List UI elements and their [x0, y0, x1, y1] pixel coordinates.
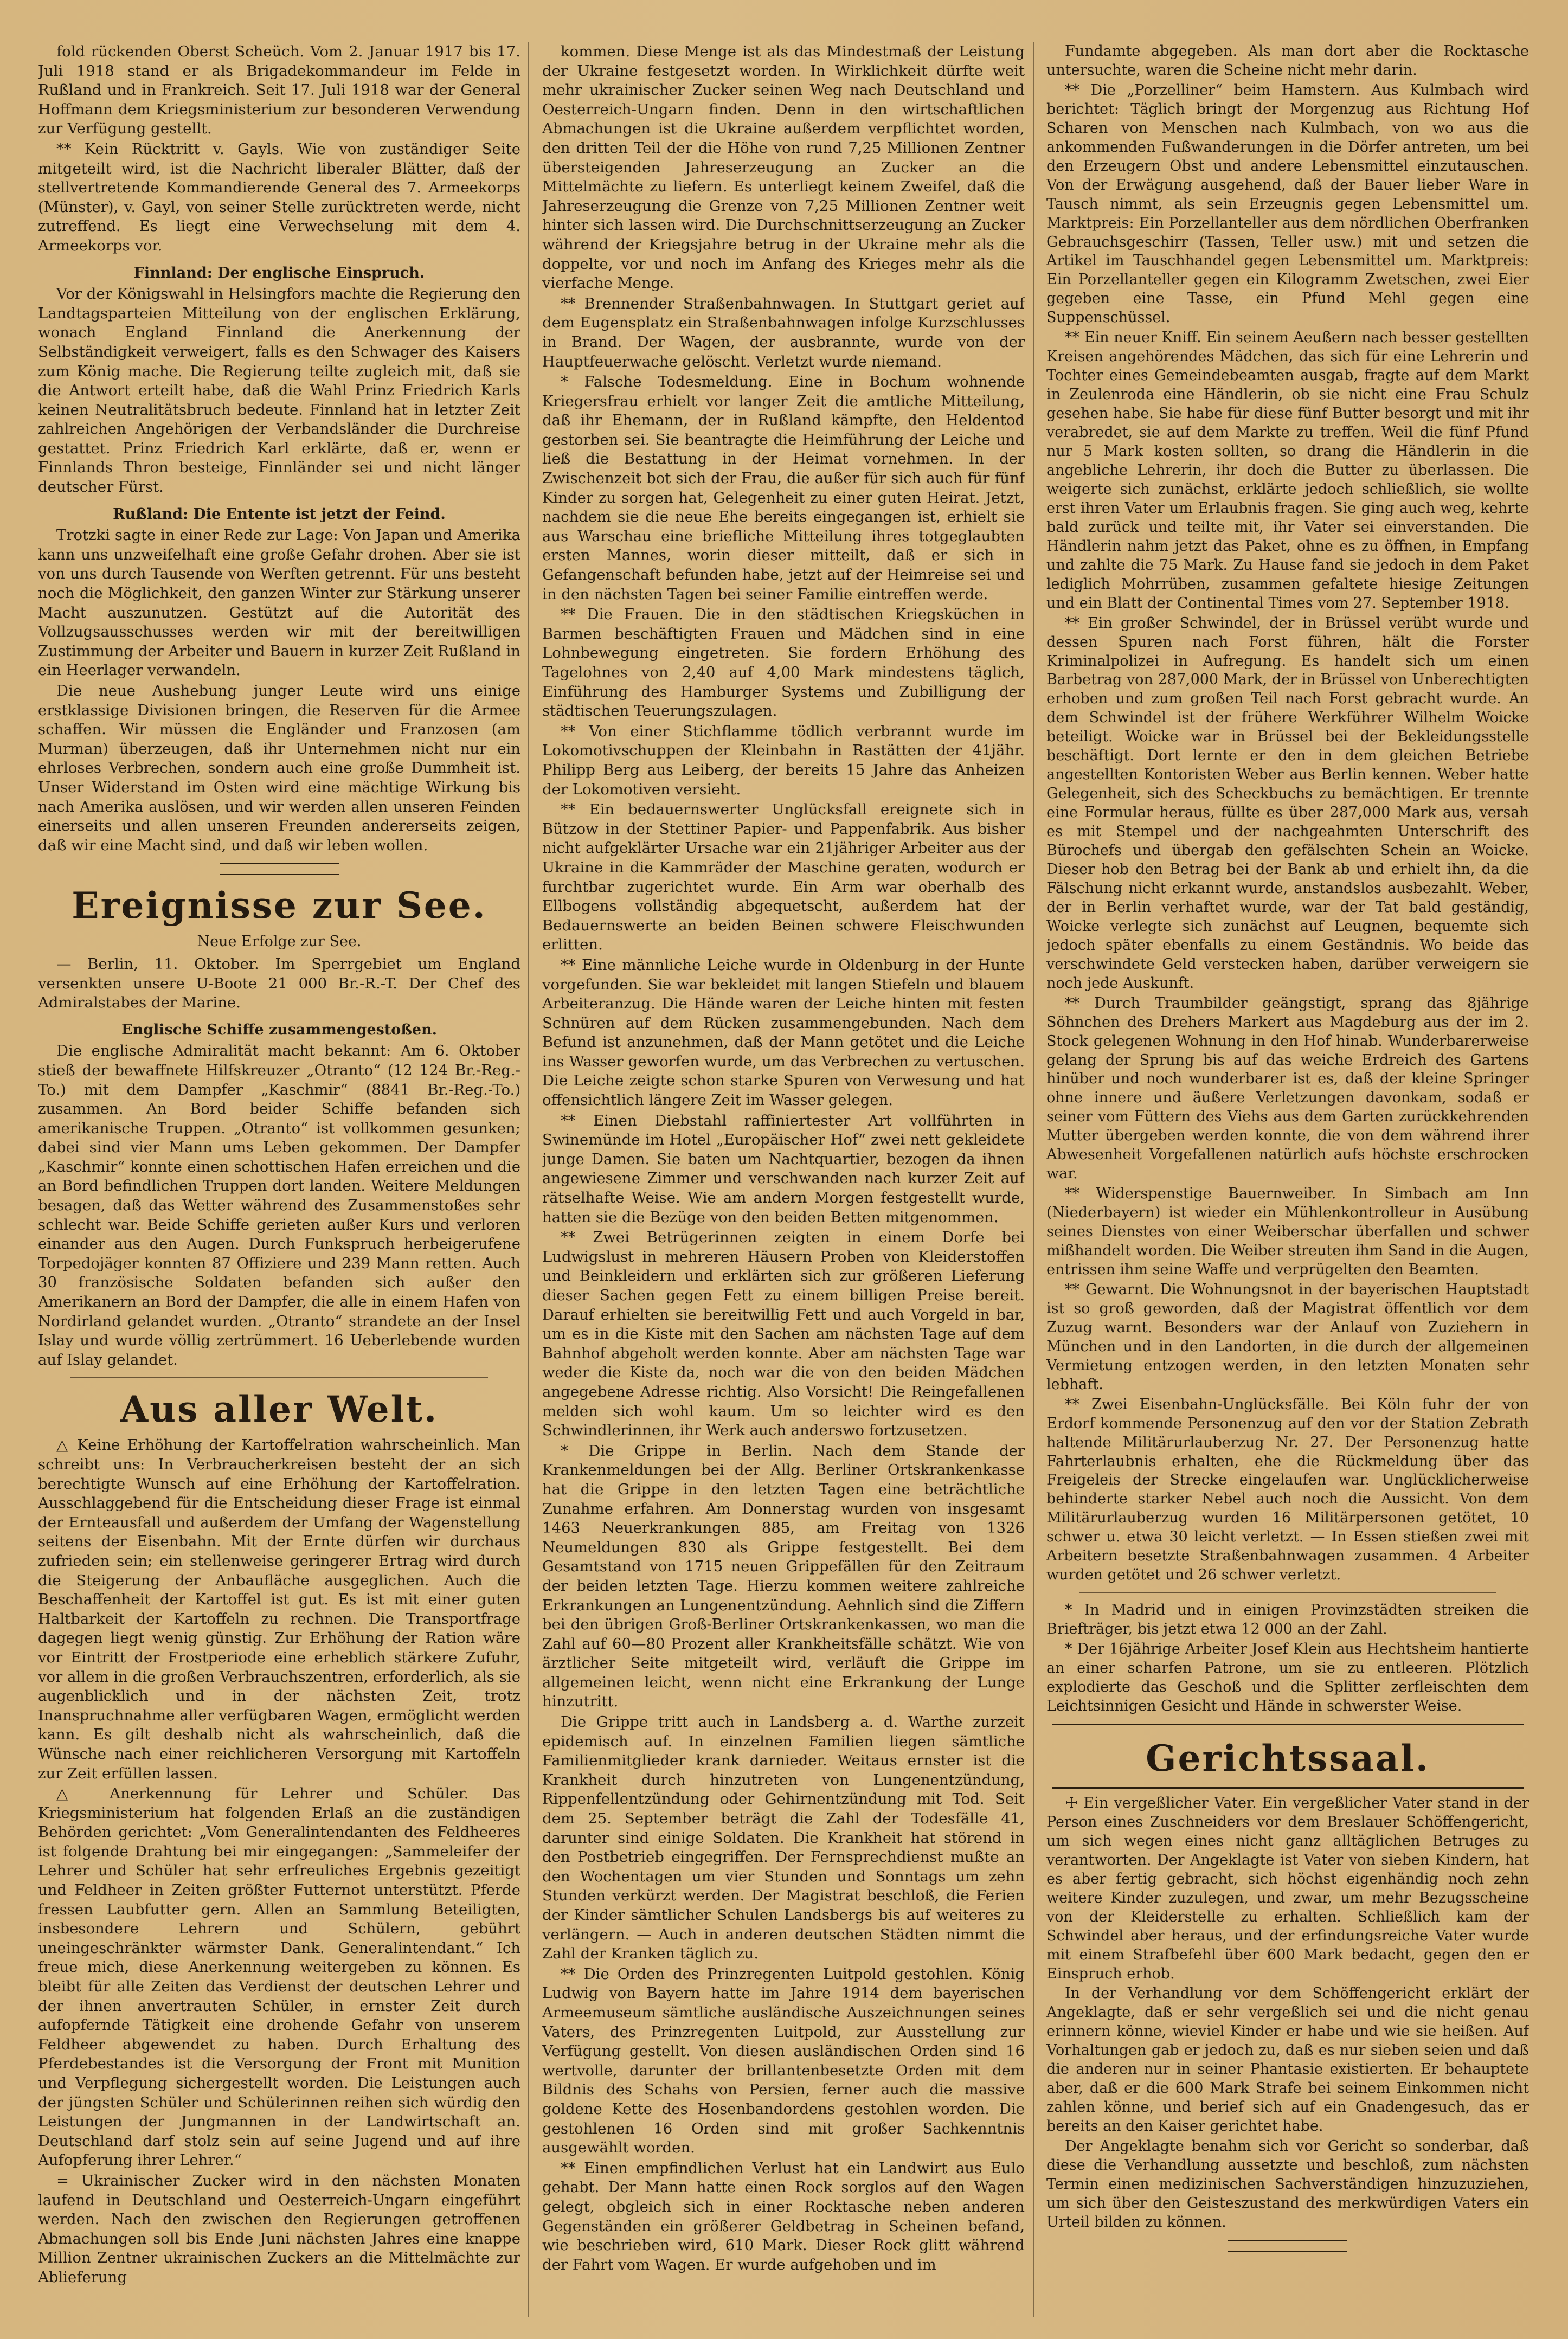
- article-text: ** Brennender Straßenbahnwagen. In Stuttgart geriet auf dem Eugensplatz ein Straßenbahnwagen infolge Kurzschlusses in Brand. Der Wagen, der ausbrannte, wurde von der Hauptfeuerwache gelöscht. Verletzt wurde niemand.: [542, 294, 1025, 370]
- section-heading-frame: [1052, 1724, 1524, 1789]
- article-text: ** Ein großer Schwindel, der in Brüssel verübt wurde und dessen Spuren nach Forst führen, hält die Forster Kriminalpolizei in Aufregung. Es handelt sich um einen Barbetrag von 287,000 Mark, der in Brüssel von Unberechtigten erhoben und zum großen Teil nach Forst gebracht wurde. An dem Schwindel ist der frühere Werkführer Wilhelm Woicke beteiligt. Woicke war in Brüssel bei der Bekleidungsstelle beschäftigt. Dort lernte er den in dem gleichen Betriebe angestellten Kontoristen Weber aus Berlin kennen. Weber hatte Gelegenheit, sich des Scheckbuchs zu bemächtigen. Er trennte eine Formular heraus, füllte es über 287,000 Mark aus, versah es mit Stempel und der nachgeahmten Unterschrift des Bürochefs und übergab den gefälschten Schein an Woicke. Dieser hob den Betrag bei der Bank ab und erhielt ihn, da die Fälschung nicht erkannt wurde, anstandslos ausbezahlt. Weber, der in Berlin verhaftet wurde, war der Tat bald geständig, Woicke verlegte sich zunächst auf Leugnen, bequemte sich jedoch später ebenfalls zu einem Geständnis. Wo beide das verschwindete Geld verstecken haben, darüber verweigern sie noch jede Auskunft.: [1046, 614, 1529, 992]
- section-heading: Gerichtssaal.: [1146, 1737, 1430, 1779]
- article-text: In der Verhandlung vor dem Schöffengericht erklärt der Angeklagte, daß er sehr vergeßlich sei und die nicht genau erinnern könne, wieviel Kinder er habe und wie sie heißen. Auf Vorhaltungen gab er jedoch zu, daß es nur sieben seien und daß die anderen nur in seiner Phantasie existierten. Er behauptete aber, daß er die 600 Mark Strafe bei seinem Einkommen nicht zahlen könne, und berief sich auf ein Gnadengesuch, das er bereits an den Kaiser gerichtet habe.: [1046, 1985, 1529, 2135]
- section-subheading: Rußland: Die Entente ist jetzt der Feind.: [113, 505, 446, 523]
- article-text: Fundamte abgegeben. Als man dort aber die Rocktasche untersuchte, waren die Scheine nicht mehr darin.: [1046, 43, 1529, 79]
- article-text: Die englische Admiralität macht bekannt: Am 6. Oktober stieß der bewaffnete Hilfskreuzer „Otranto“ (12 124 Br.-Reg.-To.) mit dem Dampfer „Kaschmir“ (8841 Br.-Reg.-To.) zusammen. An Bord beider Schiffe befanden sich amerikanische Truppen. „Otranto“ ist vollkommen gesunken; dabei sind vier Mann ums Leben gekommen. Der Dampfer „Kaschmir“ konnte einen schottischen Hafen erreichen und die an Bord befindlichen Truppen dort landen. Weitere Meldungen besagen, daß das Wetter während des Zusammenstoßes sehr schlecht war. Beide Schiffe gerieten außer Kurs und verloren einander aus den Augen. Durch Funkspruch herbeigerufene Torpedojäger konnten 87 Offiziere und 239 Mann retten. Auch 30 französische Soldaten befanden sich außer den Amerikanern an Bord der Dampfer, die alle in einem Hafen von Nordirland gelandet wurden. „Otranto“ strandete an der Insel Islay und wurde völlig zertrümmert. 16 Ueberlebende wurden auf Islay gelandet.: [38, 1042, 520, 1368]
- article-text: Trotzki sagte in einer Rede zur Lage: Von Japan und Amerika kann uns unzweifelhaft eine große Gefahr drohen. Aber sie ist von uns durch Tausende von Werften getrennt. Für uns besteht noch die Möglichkeit, den ganzen Winter zur Stärkung unserer Macht auszunutzen. Gestützt auf die Autorität des Vollzugsausschusses werden wir mit der bereitwilligen Zustimmung der Arbeiter und Bauern in kurzer Zeit Rußland in ein Heerlager verwandeln.: [38, 526, 520, 679]
- section-subheading: Finnland: Der englische Einspruch.: [133, 264, 425, 281]
- column-2: [542, 42, 1025, 2317]
- article-text: ** Ein neuer Kniff. Ein seinem Aeußern nach besser gestellten Kreisen angehörendes Mädchen, das sich für eine Lehrerin und Tochter eines Gemeindebeamten ausgab, fragte auf dem Markt in Zeulenroda eine Händlerin, ob sie nicht eine Frau Schulz gesehen habe. Sie habe für diese fünf Butter besorgt und mit ihr verabredet, sie auf dem Markte zu treffen. Weil die fünf Pfund nur 5 Mark kosten sollten, so drang die Händlerin in die angebliche Lehrerin, ihr doch die Butter zu überlassen. Die weigerte sich zunächst, erklärte jedoch schließlich, sie wollte erst ihren Vater um Erlaubnis fragen. Sie ging auch weg, kehrte bald zurück und teilte mit, ihr Vater sei einverstanden. Die Händlerin nahm jetzt das Paket, ohne es zu öffnen, in Empfang und zahlte die 75 Mark. Zu Hause fand sie jedoch in dem Paket lediglich Mohrrüben, zusammen gefaltete hiesige Zeitungen und ein Blatt der Continental Times vom 27. September 1918.: [1046, 329, 1529, 612]
- article-text: ** Einen Diebstahl raffiniertester Art vollführten in Swinemünde im Hotel „Europäischer Hof“ zwei nett gekleidete junge Damen. Sie baten um Nachtquartier, bezogen da ihnen angewiesene Zimmer und verschwanden nach kurzer Zeit auf rätselhafte Weise. Wie am andern Morgen festgestellt wurde, hatten sie die Bezüge von den beiden Betten mitgenommen.: [542, 1111, 1025, 1226]
- divider-line: [1079, 1592, 1496, 1593]
- section-subheading: Neue Erfolge zur See.: [197, 933, 362, 950]
- article-text: ** Widerspenstige Bauernweiber. In Simbach am Inn (Niederbayern) ist wieder ein Mühlenkontrolleur in Ausübung seines Dienstes von einer Weiberschar überfallen und schwer mißhandelt worden. Die Weiber streuten ihm Sand in die Augen, entrissen ihm seine Waffe und verprügelten den Beamten.: [1046, 1185, 1529, 1278]
- section-heading: Ereignisse zur See.: [72, 884, 487, 927]
- article-text: * Der 16jährige Arbeiter Josef Klein aus Hechtsheim hantierte an einer scharfen Patrone, um sie zu entleeren. Plötzlich explodierte das Geschoß und die Splitter zerfleischten dem Leichtsinnigen Gesicht und Hände in schwerster Weise.: [1046, 1641, 1529, 1714]
- article-text: ** Einen empfindlichen Verlust hat ein Landwirt aus Eulo gehabt. Der Mann hatte einen Rock sorglos auf den Wagen gelegt, obgleich sich in einer Rocktasche neben anderen Gegenständen ein größerer Geldbetrag in Scheinen befand, wie beschrieben wird, 610 Mark. Dieser Rock glitt während der Fahrt vom Wagen. Er wurde aufgehoben und im: [542, 2159, 1025, 2273]
- article-text: Der Angeklagte benahm sich vor Gericht so sonderbar, daß diese die Verhandlung aussetzte und beschloß, zum nächsten Termin einen medizinischen Sachverständigen hinzuzuziehen, um sich über den Geisteszustand des merkwürdigen Vaters ein Urteil bilden zu können.: [1046, 2138, 1529, 2231]
- article-text: Vor der Königswahl in Helsingfors machte die Regierung den Landtagsparteien Mitteilung von der englischen Erklärung, wonach England Finnland die Anerkennung der Selbständigkeit verweigert, falls es den Schwager des Kaisers zum König mache. Die Regierung teilte zugleich mit, daß sie die Antwort erteilt habe, daß die Wahl Prinz Friedrich Karls keinen Neutralitätsbruch bedeute. Finnland hat in letzter Zeit zahlreichen Angehörigen der Verbandsländer die Durchreise gestattet. Prinz Friedrich Karl erklärte, daß er, wenn er Finnlands Thron besteige, Finnländer sei und nicht länger deutscher Fürst.: [38, 285, 520, 496]
- section-heading: Aus aller Welt.: [120, 1388, 439, 1431]
- article-text: Die Grippe tritt auch in Landsberg a. d. Warthe zurzeit epidemisch auf. In einzelnen Familien liegen sämtliche Familienmitglieder krank darnieder. Weitaus ernster ist die Krankheit durch hinzutreten von Lungenentzündung, Rippenfellentzündung oder Gehirnentzündung mit Tod. Seit dem 25. September beträgt die Zahl der Todesfälle 41, darunter sind einige Soldaten. Die Krankheit hat störend in den Postbetrieb eingegriffen. Der Fernsprechdienst mußte an den Wochentagen um vier Stunden und Sonntags um zehn Stunden verkürzt werden. Der Magistrat beschloß, die Ferien der Kinder sämtlicher Schulen Landsbergs bis auf weiteres zu verlängern. — Auch in anderen deutschen Städten nimmt die Zahl der Kranken täglich zu.: [542, 1713, 1025, 1963]
- article-text: ** Die Orden des Prinzregenten Luitpold gestohlen. König Ludwig von Bayern hatte im Jahre 1914 dem bayerischen Armeemuseum sämtliche ausländische Auszeichnungen seines Vaters, des Prinzregenten Luitpold, zur Ausstellung zur Verfügung gestellt. Von diesen ausländischen Orden sind 16 wertvolle, darunter der brillantenbesetzte Orden mit dem Bildnis des Schahs von Persien, ferner auch die massive goldene Kette des Hosenbandordens gestohlen worden. Die gestohlenen 16 Orden sind mit großer Sachkenntnis ausgewählt worden.: [542, 1965, 1025, 2157]
- column-rule: [1033, 42, 1034, 2317]
- article-text: — Berlin, 11. Oktober. Im Sperrgebiet um England versenkten unsere U-Boote 21 000 Br.-R.-T. Der Chef des Admiralstabes der Marine.: [38, 955, 520, 1012]
- article-text: ** Kein Rücktritt v. Gayls. Wie von zuständiger Seite mitgeteilt wird, ist die Nachricht liberaler Blätter, daß der stellvertretende Kommandierende General des 7. Armeekorps (Münster), v. Gayl, von seiner Stelle zurücktreten werde, nicht zutreffend. Es liegt eine Verwechselung mit dem 4. Armeekorps vor.: [38, 140, 520, 254]
- column-1: [38, 42, 520, 2317]
- article-text: = Ukrainischer Zucker wird in den nächsten Monaten laufend in Deutschland und Oesterreich-Ungarn eingeführt werden. Nach den zwischen den Regierungen getroffenen Abmachungen soll bis Ende Juni nächsten Jahres eine knappe Million Zentner ukrainischen Zuckers an die Mittelmächte zur Ablieferung: [38, 2171, 520, 2286]
- article-text: * In Madrid und in einigen Provinzstädten streiken die Briefträger, bis jetzt etwa 12 000 an der Zahl.: [1046, 1602, 1529, 1638]
- article-text: ** Ein bedauernswerter Unglücksfall ereignete sich in Bützow in der Stettiner Papier- und Pappenfabrik. Aus bisher nicht aufgeklärter Ursache war ein 21jähriger Arbeiter aus der Ukraine in die Kammräder der Maschine geraten, wodurch er furchtbar zugerichtet wurde. Ein Arm war oberhalb des Ellbogens vollständig abgequetscht, außerdem hat der Bedauernswerte an beiden Beinen schwere Fleischwunden erlitten.: [542, 801, 1025, 954]
- divider-ornament: [220, 863, 339, 875]
- divider-line: [70, 1377, 488, 1378]
- article-text: * Die Grippe in Berlin. Nach dem Stande der Krankenmeldungen bei der Allg. Berliner Ortskrankenkasse hat die Grippe in den letzten Tagen eine beträchtliche Zunahme erfahren. Am Donnerstag wurden von insgesamt 1463 Neuerkrankungen 885, am Freitag von 1326 Neumeldungen 830 als Grippe festgestellt. Bei dem Gesamtstand von 1715 neuen Grippefällen für den Zeitraum der beiden letzten Tage. Hierzu kommen weitere zahlreiche Erkrankungen an Lungenentzündung. Aehnlich sind die Ziffern bei den übrigen Groß-Berliner Ortskrankenkassen, wo man die Zahl auf 60—80 Prozent aller Krankheitsfälle schätzt. Wie von ärztlicher Seite mitgeteilt wird, verläuft die Grippe im allgemeinen leicht, wenn nicht eine Erkrankung der Lunge hinzutritt.: [542, 1442, 1025, 1711]
- article-text: fold rückenden Oberst Scheüch. Vom 2. Januar 1917 bis 17. Juli 1918 stand er als Brigadekommandeur im Felde in Rußland und in Frankreich. Seit 17. Juli 1918 war der General Hoffmann dem Kriegsministerium zur besonderen Verwendung zur Verfügung gestellt.: [38, 43, 520, 138]
- column-rule: [528, 42, 529, 2317]
- article-text: Die neue Aushebung junger Leute wird uns einige erstklassige Divisionen bringen, die Reserven für die Armee schaffen. Wir müssen die Engländer und Franzosen (am Murman) überzeugen, daß ihr Unternehmen nicht nur ein ehrloses Verbrechen, sondern auch eine große Dummheit ist. Unser Widerstand im Osten wird eine mächtige Wirkung bis nach Amerika auslösen, und wir werden allen unseren Feinden einerseits und allen unseren Freunden andererseits zeigen, daß wir eine Macht sind, und daß wir leben wollen.: [38, 682, 520, 854]
- article-text: ** Zwei Eisenbahn-Unglücksfälle. Bei Köln fuhr der von Erdorf kommende Personenzug auf den vor der Station Zebrath haltende Militärurlauberzug Nr. 27. Der Personenzug hatte Fahrterlaubnis erhalten, ehe die Rückmeldung über das Freigeleis der Strecke eingelaufen war. Unglücklicherweise behinderte starker Nebel auch noch die Aussicht. Von dem Militärurlauberzug wurden 16 Militärpersonen getötet, 10 schwer u. etwa 30 leicht verletzt. — In Essen stießen zwei mit Arbeitern besetzte Straßenbahnwagen zusammen. 4 Arbeiter wurden getötet und 26 schwer verletzt.: [1046, 1396, 1529, 1584]
- column-3: [1046, 42, 1529, 2317]
- divider-ornament: [1228, 2240, 1347, 2252]
- article-text: ** Durch Traumbilder geängstigt, sprang das 8jährige Söhnchen des Drehers Markert aus Magdeburg aus der im 2. Stock gelegenen Wohnung in den Hof hinab. Wunderbarerweise gelang der Sprung bis auf das weiche Erdreich des Gartens hinüber und noch wunderbarer ist es, daß der kleine Springer ohne innere und äußere Verletzungen davonkam, sodaß er seiner vom Füttern des Viehs aus dem Garten zurückkehrenden Mutter übergeben werden konnte, die von dem während ihrer Abwesenheit Vorgefallenen natürlich aufs höchste erschrocken war.: [1046, 994, 1529, 1183]
- article-text: ** Gewarnt. Die Wohnungsnot in der bayerischen Hauptstadt ist so groß geworden, daß der Magistrat öffentlich vor dem Zuzug warnt. Besonders war der Anlauf von Zuziehern in München und in den Landorten, in die durch der allgemeinen Vermietung entzogen werden, in den letzten Monaten sehr lebhaft.: [1046, 1281, 1529, 1393]
- article-text: ** Von einer Stichflamme tödlich verbrannt wurde im Lokomotivschuppen der Kleinbahn in Rastätten der 41jähr. Philipp Berg aus Leiberg, der bereits 15 Jahre das Anheizen der Lokomotiven versieht.: [542, 722, 1025, 798]
- article-text: ☩ Ein vergeßlicher Vater. Ein vergeßlicher Vater stand in der Person eines Zuschneiders vor dem Breslauer Schöffengericht, um sich wegen eines nicht ganz alltäglichen Betruges zu verantworten. Der Angeklagte ist Vater von sieben Kindern, hat es aber fertig gebracht, sich höchst eigenhändig noch zehn weitere Kinder zuzulegen, und zwar, um mehr Bezugsscheine von der Kleiderstelle zu erhalten. Schließlich kam der Schwindel aber heraus, und der erfindungsreiche Vater wurde mit einem Strafbefehl über 600 Mark bedacht, gegen den er Einspruch erhob.: [1046, 1794, 1529, 1982]
- article-text: ** Die „Porzelliner“ beim Hamstern. Aus Kulmbach wird berichtet: Täglich bringt der Morgenzug aus Richtung Hof Scharen von Menschen nach Kulmbach, von wo aus die ankommenden Fußwanderungen in die Dörfer antreten, um bei den Erzeugern Obst und andere Lebensmittel einzutauschen. Von der Erwägung ausgehend, daß der Bauer lieber Ware in Tausch nimmt, als sein Erzeugnis gegen Lebensmittel um. Marktpreis: Ein Porzellanteller aus dem nördlichen Oberfranken Gebrauchsgeschirr (Tassen, Teller usw.) mit und setzen die Artikel im Tauschhandel gegen Lebensmittel um. Marktpreis: Ein Porzellanteller gegen ein Kilogramm Zwetschen, zwei Eier gegeben eine Tasse, ein Pfund Mehl gegen eine Suppenschüssel.: [1046, 81, 1529, 326]
- article-text: ** Zwei Betrügerinnen zeigten in einem Dorfe bei Ludwigslust in mehreren Häusern Proben von Kleiderstoffen und Beinkleidern und erklärten sich zur größeren Lieferung dieser Sachen gegen Fett zu einem billigen Preise bereit. Darauf erhielten sie bereitwillig Fett und auch Vorgeld in bar, um es in die Kiste mit den Sachen am nächsten Tage auf dem Bahnhof abgeholt werden konnte. Aber am nächsten Tage war weder die Kiste da, noch war die von den beiden Mädchen angegebene Adresse richtig. Also Vorsicht! Die Reingefallenen melden sich wohl kaum. Um so leichter wird es den Schwindlerinnen, ihr Werk auch anderswo fortzusetzen.: [542, 1229, 1025, 1440]
- article-text: △ Anerkennung für Lehrer und Schüler. Das Kriegsministerium hat folgenden Erlaß an die zuständigen Behörden gerichtet: „Vom Generalintendanten des Feldheeres ist folgende Drahtung bei mir eingegangen: „Sammeleifer der Lehrer und Schüler hat sehr erfreuliches Ergebnis gezeitigt und Feldheer in Zeiten größter Futternot unterstützt. Pferde fressen Laubfutter gern. Allen an Sammlung Beteiligten, insbesondere Lehrern und Schülern, gebührt uneingeschränkter wärmster Dank. Generalintendant.“ Ich freue mich, diese Anerkennung weitergeben zu können. Es bleibt für alle Zeiten das Verdienst der deutschen Lehrer und der ihnen anvertrauten Schüler, in ernster Zeit durch aufopfernde Tätigkeit eine drohende Gefahr von unserem Feldheer abgewendet zu haben. Durch Erhaltung des Pferdebestandes ist die Versorgung der Front mit Munition und Verpflegung sichergestellt worden. Die Leistungen auch der jüngsten Schüler und Schülerinnen reihen sich würdig den Leistungen der Jungmannen in der Landwirtschaft an. Deutschland darf stolz sein auf seine Jugend und auf ihre Aufopferung ihrer Lehrer.“: [38, 1785, 520, 2169]
- article-text: ** Die Frauen. Die in den städtischen Kriegsküchen in Barmen beschäftigten Frauen und Mädchen sind in eine Lohnbewegung eingetreten. Sie fordern Erhöhung des Tagelohnes von 2,40 auf 4,00 Mark mindestens täglich, Einführung des Hamburger Systems und Zubilligung der städtischen Teuerungszulagen.: [542, 606, 1025, 720]
- article-text: kommen. Diese Menge ist als das Mindestmaß der Leistung der Ukraine festgesetzt worden. In Wirklichkeit dürfte weit mehr ukrainischer Zucker seinen Weg nach Deutschland und Oesterreich-Ungarn finden. Denn in den wirtschaftlichen Abmachungen ist die Ukraine außerdem verpflichtet worden, den dritten Teil der die Höhe von rund 7,25 Millionen Zentner übersteigenden Jahreserzeugung an Zucker an die Mittelmächte zu liefern. Es unterliegt keinem Zweifel, daß die Jahreserzeugung die Grenze von 7,25 Millionen Zentner weit hinter sich lassen wird. Die Durchschnittserzeugung an Zucker während der Kriegsjahre betrug in der Ukraine mehr als die doppelte, vor und noch im Anfang des Krieges mehr als die vierfache Menge.: [542, 43, 1025, 292]
- article-text: △ Keine Erhöhung der Kartoffelration wahrscheinlich. Man schreibt uns: In Verbraucherkreisen besteht der an sich berechtigte Wunsch auf eine Erhöhung der Kartoffelration. Ausschlaggebend für die Entscheidung dieser Frage ist einmal der Ernteausfall und außerdem der Umfang der Wagenstellung seitens der Eisenbahn. Mit der Ernte dürfen wir durchaus zufrieden sein; ein stellenweise geringerer Ertrag wird durch die Steigerung der Anbaufläche ausgeglichen. Auch die Beschaffenheit der Kartoffel ist gut. Es ist mit einer guten Haltbarkeit der Kartoffeln zu rechnen. Die Transportfrage dagegen liegt wenig günstig. Zur Erhöhung der Ration wäre vor Eintritt der Frostperiode eine erheblich stärkere Zufuhr, vor allem in die großen Verbrauchszentren, erforderlich, als sie augenblicklich und in der nächsten Zeit, trotz Inanspruchnahme aller verfügbaren Wagen, ermöglicht werden kann. Es gilt deshalb nicht als wahrscheinlich, daß die Wünsche nach einer reichlicheren Versorgung mit Kartoffeln zur Zeit erfüllen lassen.: [38, 1436, 520, 1782]
- article-text: * Falsche Todesmeldung. Eine in Bochum wohnende Kriegersfrau erhielt vor langer Zeit die amtliche Mitteilung, daß ihr Ehemann, der in Rußland kämpfte, den Heldentod gestorben sei. Sie beantragte die Heimführung der Leiche und ließ die Bestattung in der Heimat vornehmen. In der Zwischenzeit bot sich der Frau, die außer für sich auch für fünf Kinder zu sorgen hat, Gelegenheit zu einer guten Heirat. Jetzt, nachdem sie die neue Ehe bereits eingegangen ist, erhielt sie aus Warschau eine briefliche Mitteilung ihres totgeglaubten ersten Mannes, worin dieser mitteilt, daß er sich in Gefangenschaft befunden habe, jetzt auf der Heimreise sei und in den nächsten Tagen bei seiner Familie eintreffen werde.: [542, 373, 1025, 603]
- article-text: ** Eine männliche Leiche wurde in Oldenburg in der Hunte vorgefunden. Sie war bekleidet mit langen Stiefeln und blauem Arbeiteranzug. Die Hände waren der Leiche hinten mit festen Schnüren auf dem Rücken zusammengebunden. Nach dem Befund ist anzunehmen, daß der Mann getötet und die Leiche ins Wasser geworfen wurde, um das Verbrechen zu vertuschen. Die Leiche zeigte schon starke Spuren von Verwesung und hat offensichtlich längere Zeit im Wasser gelegen.: [542, 956, 1025, 1109]
- section-subheading: Englische Schiffe zusammengestoßen.: [121, 1021, 438, 1038]
